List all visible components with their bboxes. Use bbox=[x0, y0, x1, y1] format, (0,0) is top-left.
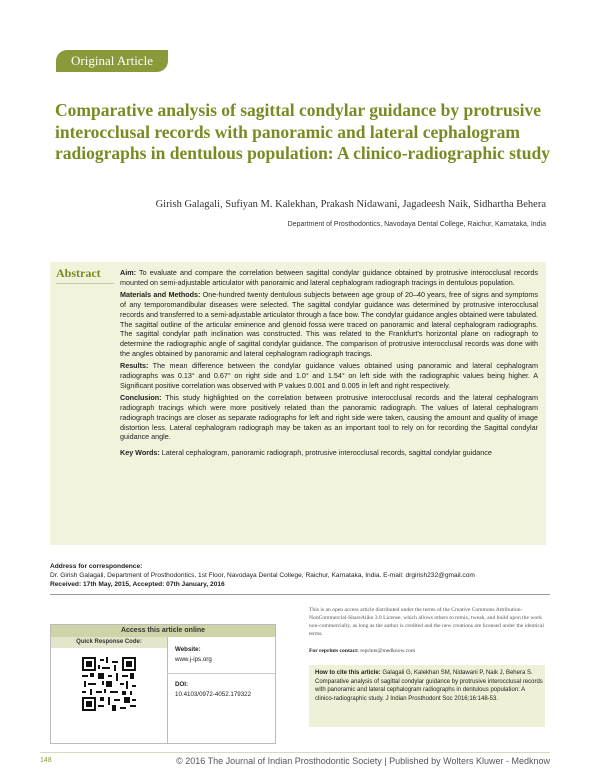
footer-copyright: © 2016 The Journal of Indian Prosthodontic Society | Published by Wolters Kluwer - Medknow bbox=[176, 756, 550, 766]
affiliation: Department of Prosthodontics, Navodaya Dental College, Raichur, Karnataka, India bbox=[287, 221, 546, 228]
section-tag: Original Article bbox=[56, 50, 168, 72]
doi-label: DOI: bbox=[175, 681, 189, 688]
qr-label: Quick Response Code: bbox=[51, 637, 167, 648]
doi-row bbox=[175, 680, 271, 700]
abstract-methods bbox=[120, 290, 538, 358]
results-text: The mean difference between the condylar guidance values obtained using panoramic and lateral cephalogram radiographs was 0.13° and 0.67° on right side and 1.0° and 1.54° on left side with the radiographic values being higher. A Significant positive correlation was observed with P values 0.001 and 0.005 in left and right respectively. bbox=[120, 361, 538, 390]
keywords-text: Lateral cephalogram, panoramic radiograph, protrusive interocclusal records, sagittal condylar guidance bbox=[159, 447, 492, 457]
info-divider bbox=[167, 673, 275, 674]
methods-label: Materials and Methods: bbox=[120, 290, 201, 300]
conclusion-text: This study highlighted on the correlation between protrusive interocclusal records and the lateral cephalogram radiograph tracings which were more positively related than the panoramic radiograph. The values of lateral cephalogram radiograph tracings are closer as separate radiographs for left and right side were taken, causing the amount and quality of image distortion less. Lateral cephalogram radiograph may be taken as an important tool to rely on for recording the Sagittal condylar guidance angle. bbox=[120, 393, 538, 442]
access-box bbox=[50, 624, 276, 744]
author-list: Girish Galagali, Sufiyan M. Kalekhan, Prakash Nidawani, Jagadeesh Naik, Sidhartha Behera bbox=[155, 199, 546, 210]
access-info bbox=[175, 645, 271, 708]
keywords-label: Key Words: bbox=[120, 447, 160, 457]
website-label: Website: bbox=[175, 646, 201, 653]
received-dates: Received: 17th May, 2015, Accepted: 07th January, 2016 bbox=[50, 581, 225, 588]
doi-link[interactable]: 10.4103/0972-4052.179322 bbox=[175, 691, 252, 698]
aim-text: To evaluate and compare the correlation between sagittal condylar guidance obtained by protrusive interocclusal records mounted on semi-adjustable articulator with panoramic and lateral cephalogram radiograph tracings in dentulous population. bbox=[120, 268, 538, 287]
reprints-email[interactable]: reprints@medknow.com bbox=[360, 648, 416, 654]
qr-code-icon bbox=[82, 657, 136, 711]
website-row bbox=[175, 645, 271, 665]
license-notice bbox=[309, 606, 549, 638]
abstract-aim bbox=[120, 268, 538, 287]
abstract-body bbox=[120, 268, 538, 461]
access-heading: Access this article online bbox=[51, 625, 275, 637]
divider bbox=[50, 594, 550, 595]
reprints-line bbox=[309, 648, 415, 654]
cite-label: How to cite this article: bbox=[315, 670, 381, 676]
reprints-label: For reprints contact: bbox=[309, 648, 359, 654]
abstract-heading: Abstract bbox=[56, 266, 114, 284]
abstract-box bbox=[50, 262, 546, 545]
results-label: Results: bbox=[120, 361, 149, 371]
license-text: This is an open access article distributed under the terms of the Creative Commons Attribution-NonCommercial-ShareAlike 3.0 License, which allows others to remix, tweak, and build upon the work non-commercially, as long as the author is credited and the new creations are licensed under the identical terms. bbox=[309, 607, 544, 637]
qr-column bbox=[51, 637, 168, 743]
aim-label: Aim: bbox=[120, 268, 136, 277]
website-link[interactable]: www.j-ips.org bbox=[175, 656, 212, 663]
methods-text: One-hundred twenty dentulous subjects between age group of 20–40 years, free of signs and symptoms of any temporomandibular diseases were selected. The sagittal condylar guidance was determined by protrusive interocclusal records and transferred to a semi-adjustable articulator through a face bow. The condylar guidance angles obtained were tabulated. The sagittal outline of the articular eminence and glenoid fossa were traced on panoramic and lateral cephalogram radiographs. The sagittal condylar path inclination was constructed. This was related to the Frankfurt's horizontal plane on radiograph to determine the radiographic angle of sagittal condylar guidance. The comparison of protrusive interocclusal records was done with the angles obtained by panoramic and lateral cephalogram radiograph tracings. bbox=[120, 290, 538, 358]
abstract-conclusion bbox=[120, 393, 538, 442]
article-title: Comparative analysis of sagittal condylar guidance by protrusive interocclusal records with panoramic and lateral cephalogram radiographs in dentulous population: A clinico-radiographic study bbox=[55, 100, 550, 163]
abstract-results bbox=[120, 361, 538, 390]
correspondence-label: Address for correspondence: bbox=[50, 563, 143, 570]
correspondence bbox=[50, 562, 550, 589]
page-number: 148 bbox=[40, 757, 52, 764]
conclusion-label: Conclusion: bbox=[120, 393, 162, 403]
cite-text: Galagali G, Kalekhan SM, Nidawani P, Naik J, Behera S. Comparative analysis of sagittal condylar guidance by protrusive interocclusal records with panoramic and lateral cephalogram radiographs in dentulous population: A clinico-radiographic study. J Indian Prosthodont Soc 2016;16:148-53. bbox=[315, 670, 543, 702]
abstract-keywords bbox=[120, 448, 538, 458]
correspondence-text: Dr. Girish Galagali, Department of Prosthodontics, 1st Floor, Navodaya Dental College, Raichur, Karnataka, India. E-mail: drgirish232@gmail.com bbox=[50, 572, 475, 579]
page-footer bbox=[40, 752, 550, 766]
citation-box bbox=[309, 665, 545, 727]
